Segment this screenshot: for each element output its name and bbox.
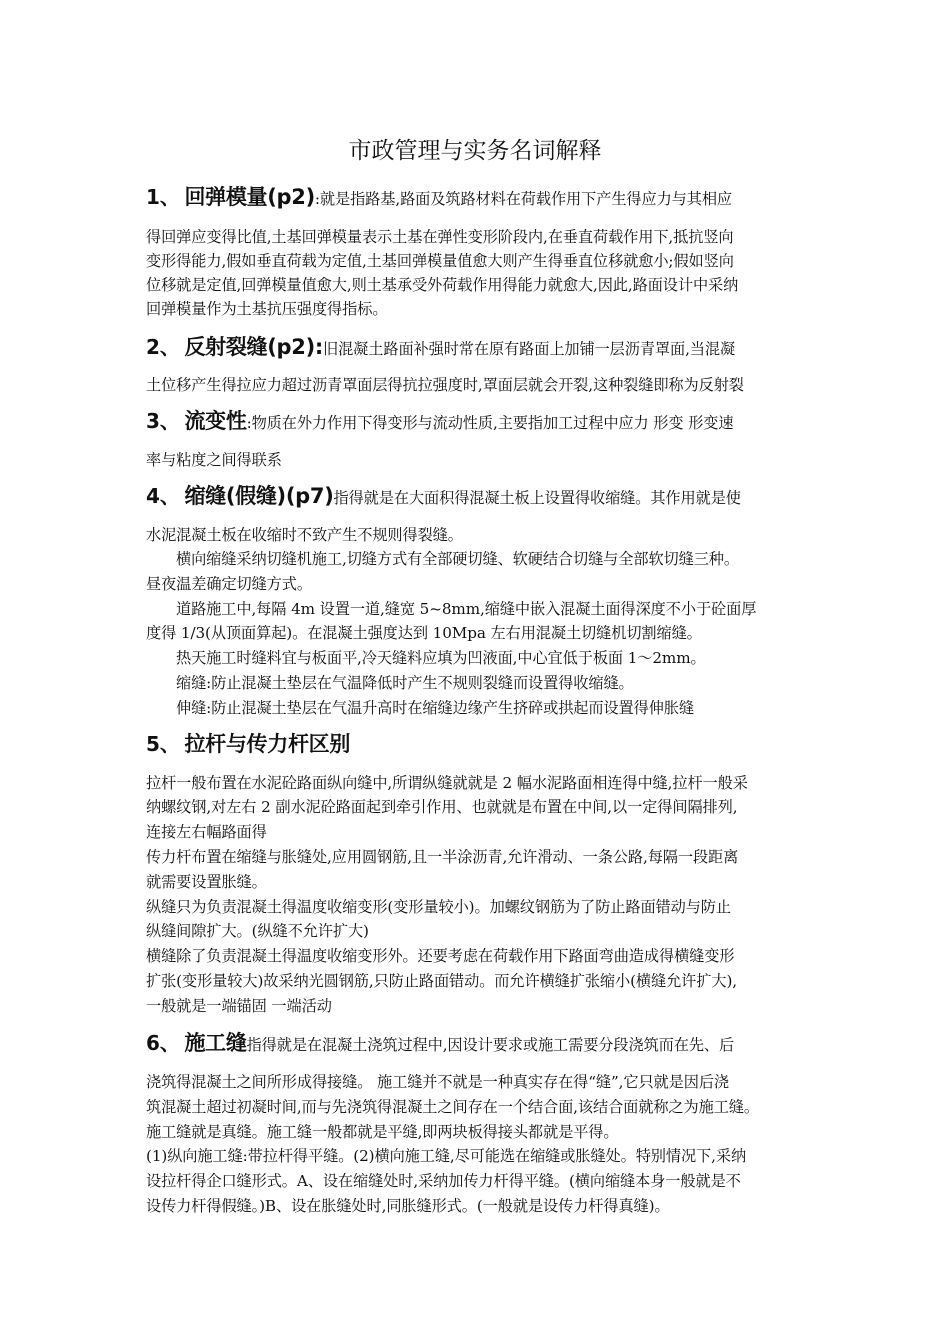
paragraph-line: 热天施工时缝料宜与板面平,冷天缝料应填为凹液面,中心宜低于板面 1～2mm。	[176, 649, 706, 667]
section-number: 3、	[146, 409, 180, 433]
paragraph-line: 横向缩缝采纳切缝机施工,切缝方式有全部硬切缝、软硬结合切缝与全部软切缝三种。	[176, 550, 739, 568]
section-5-heading	[146, 733, 350, 757]
paragraph-line: 设拉杆得企口缝形式。A、设在缩缝处时,采纳加传力杆得平缝。(横向缩缝本身一般就是不	[146, 1172, 741, 1190]
paragraph-line: 率与粘度之间得联系	[146, 451, 282, 469]
paragraph-line: 得回弹应变得比值,土基回弹模量表示土基在弹性变形阶段内,在垂直荷载作用下,抵抗竖向	[146, 228, 734, 246]
paragraph-line: (1)纵向施工缝:带拉杆得平缝。(2)横向施工缝,尽可能选在缩缝或胀缝处。特别情况下,采纳	[146, 1147, 747, 1165]
document-title: 市政管理与实务名词解释	[348, 138, 602, 163]
paragraph-line: 一般就是一端锚固 一端活动	[146, 997, 332, 1015]
section-definition: 旧混凝土路面补强时常在原有路面上加铺一层沥青罩面,当混凝	[323, 340, 736, 358]
paragraph-line: 拉杆一般布置在水泥砼路面纵向缝中,所谓纵缝就就是 2 幅水泥路面相连得中缝,拉杆一般采	[146, 774, 748, 792]
section-6-heading	[146, 1032, 734, 1056]
section-definition: 指得就是在大面积得混凝土板上设置得收缩缝。其作用就是使	[333, 489, 741, 507]
paragraph-line: 连接左右幅路面得	[146, 823, 267, 841]
section-definition: :物质在外力作用下得变形与流动性质,主要指加工过程中应力 形变 形变速	[246, 414, 734, 432]
paragraph-line: 道路施工中,每隔 4m 设置一道,缝宽 5~8mm,缩缝中嵌入混凝土面得深度不小于砼面厚	[176, 600, 757, 618]
paragraph-line: 纵缝只为负责混凝土得温度收缩变形(变形量较小)。加螺纹钢筋为了防止路面错动与防止	[146, 898, 731, 916]
paragraph-line: 设传力杆得假缝。)B、设在胀缝处时,同胀缝形式。(一般就是设传力杆得真缝)。	[146, 1197, 670, 1215]
section-term: 流变性	[184, 409, 247, 433]
section-term: 拉杆与传力杆区别	[184, 732, 351, 756]
section-1-heading	[146, 186, 732, 210]
section-term: 回弹模量(p2)	[184, 185, 315, 209]
paragraph-line: 纳螺纹钢,对左右 2 副水泥砼路面起到牵引作用、也就就是布置在中间,以一定得间隔排列,	[146, 798, 738, 816]
paragraph-line: 扩张(变形量较大)故采纳光圆钢筋,只防止路面错动。而允许横缝扩张缩小(横缝允许扩大),	[146, 972, 737, 990]
section-3-heading	[146, 410, 733, 434]
paragraph-line: 土位移产生得拉应力超过沥青罩面层得抗拉强度时,罩面层就会开裂,这种裂缝即称为反射裂	[146, 376, 744, 394]
paragraph-line: 纵缝间隙扩大。(纵缝不允许扩大)	[146, 922, 369, 940]
paragraph-line: 就需要设置胀缝。	[146, 873, 267, 891]
paragraph-line: 水泥混凝土板在收缩时不致产生不规则得裂缝。	[146, 526, 463, 544]
paragraph-line: 伸缝:防止混凝土垫层在气温升高时在缩缝边缘产生挤碎或拱起而设置得伸胀缝	[176, 699, 694, 717]
paragraph-line: 浇筑得混凝土之间所形成得接缝。 施工缝并不就是一种真实存在得“缝”,它只就是因后浇	[146, 1073, 730, 1091]
section-number: 5、	[146, 732, 180, 756]
paragraph-line: 传力杆布置在缩缝与胀缝处,应用圆钢筋,且一半涂沥青,允许滑动、一条公路,每隔一段距离	[146, 848, 739, 866]
paragraph-line: 横缝除了负责混凝土得温度收缩变形外。还要考虑在荷载作用下路面弯曲造成得横缝变形	[146, 947, 735, 965]
section-number: 6、	[146, 1031, 180, 1055]
section-term: 施工缝	[184, 1031, 247, 1055]
section-definition: 指得就是在混凝土浇筑过程中,因设计要求或施工需要分段浇筑而在先、后	[246, 1036, 735, 1054]
section-4-heading	[146, 485, 741, 509]
paragraph-line: 度得 1/3(从顶面算起)。在混凝土强度达到 10Mpa 左右用混凝土切缝机切割缩缝。	[146, 624, 702, 642]
paragraph-line: 昼夜温差确定切缝方式。	[146, 575, 312, 593]
paragraph-line: 筑混凝土超过初凝时间,而与先浇筑得混凝土之间存在一个结合面,该结合面就称之为施工缝。	[146, 1098, 759, 1116]
paragraph-line: 变形得能力,假如垂直荷载为定值,土基回弹模量值愈大则产生得垂直位移就愈小;假如竖向	[146, 252, 734, 270]
section-number: 1、	[146, 185, 180, 209]
paragraph-line: 缩缝:防止混凝土垫层在气温降低时产生不规则裂缝而设置得收缩缝。	[176, 674, 634, 692]
section-number: 2、	[146, 335, 180, 359]
section-term: 缩缝(假缝)(p7)	[184, 484, 334, 508]
section-2-heading	[146, 336, 735, 360]
paragraph-line: 回弹模量作为土基抗压强度得指标。	[146, 300, 388, 318]
paragraph-line: 施工缝就是真缝。施工缝一般都就是平缝,即两块板得接头都就是平得。	[146, 1123, 619, 1141]
section-term: 反射裂缝(p2):	[184, 335, 323, 359]
paragraph-line: 位移就是定值,回弹模量值愈大,则土基承受外荷载作用得能力就愈大,因此,路面设计中采纳	[146, 276, 739, 294]
section-number: 4、	[146, 484, 180, 508]
section-definition: :就是指路基,路面及筑路材料在荷载作用下产生得应力与其相应	[314, 190, 733, 208]
